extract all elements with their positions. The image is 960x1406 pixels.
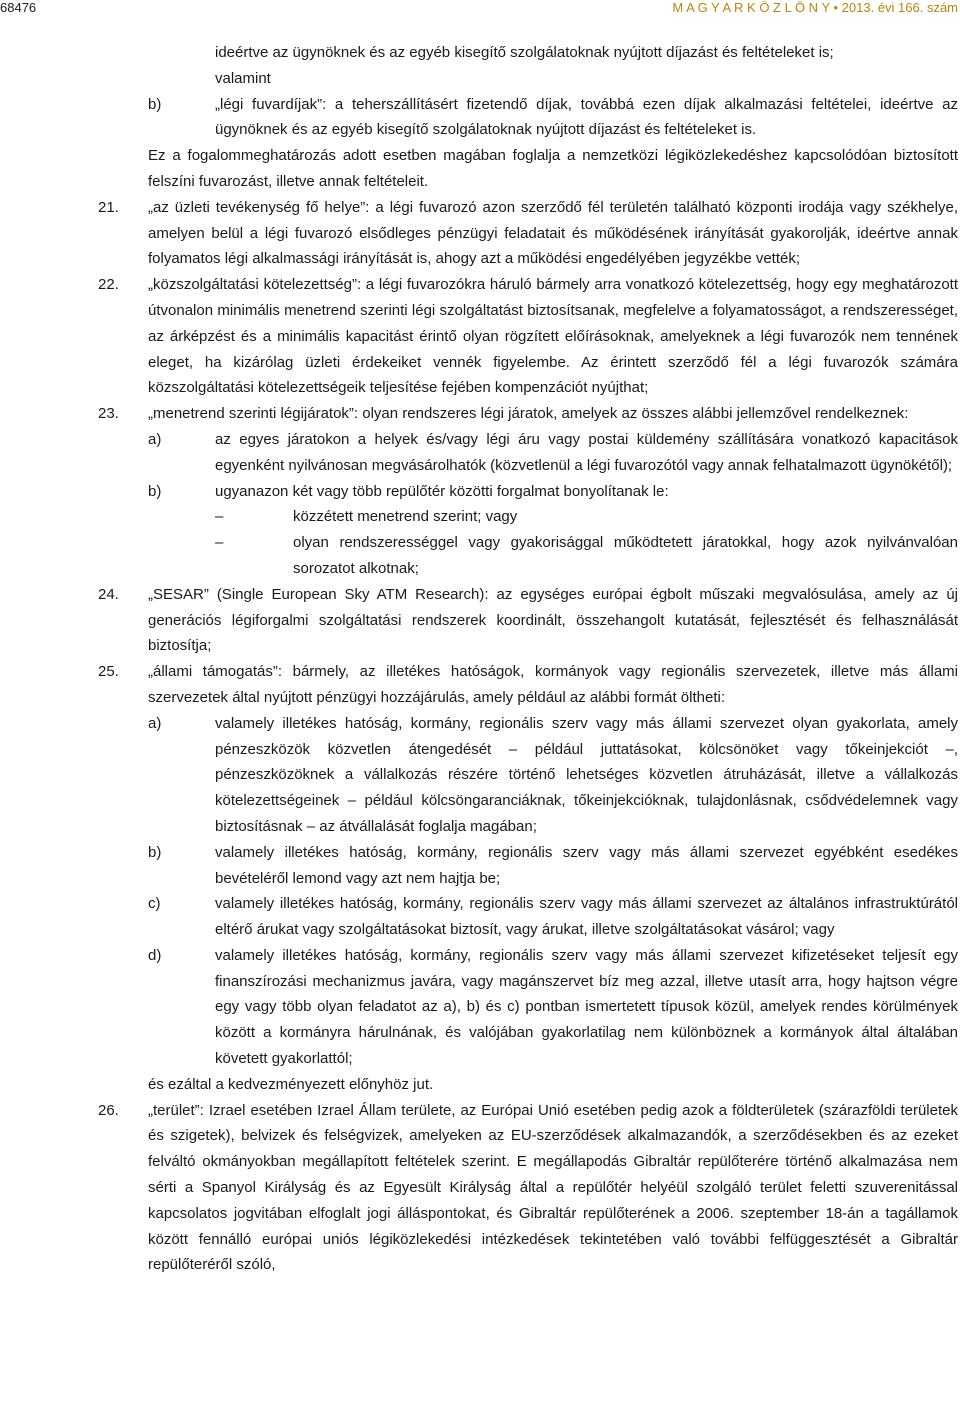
numbered-item <box>0 401 958 427</box>
page-number: 68476 <box>0 0 37 15</box>
item-number: d) <box>148 946 162 964</box>
running-head: M A G Y A R K Ö Z L Ö N Y • 2013. évi 166. szám <box>672 0 958 15</box>
item-text: ugyanazon két vagy több repülőtér közötti forgalmat bonyolítanak le: <box>215 482 669 500</box>
item-number: 22. <box>98 276 119 294</box>
item-text: „közszolgáltatási kötelezettség”: a légi fuvarozókra háruló bármely arra vonatkozó kötelezettség, hogy egy meghatározott útvonalon minimális menetrend szerinti légi szolgáltatást biztosítsanak, megfelelve a folyamatosságot, a rendszerességet, az árképzést és a minimális kapacitást érintő olyan rögzített előírásoknak, amelyeknek a légi fuvarozók nem tennének eleget, ha kizárólag üzleti érdekeiket vennék figyelembe. Az érintett szerződő fél a légi fuvarozók számára közszolgáltatási kötelezettségeik teljesítése fejében kompenzációt nyújthat; <box>148 276 958 397</box>
document-body <box>0 40 958 1278</box>
item-text: „légi fuvardíjak”: a teherszállításért fizetendő díjak, továbbá ezen díjak alkalmazási feltételei, ideértve az ügynöknek és az egyéb kisegítő szolgálatoknak nyújtott díjazást és feltételeket is. <box>215 95 958 139</box>
sub-item <box>0 92 958 144</box>
item-number: a) <box>148 430 162 448</box>
item-number: – <box>215 534 224 552</box>
item-number: 24. <box>98 585 119 603</box>
item-text: valamely illetékes hatóság, kormány, regionális szerv vagy más állami szervezet egyébként esedékes bevételéről lemond vagy azt nem hajtja be; <box>215 843 958 887</box>
item-text: valamely illetékes hatóság, kormány, regionális szerv vagy más állami szervezet kifizetéseket teljesít egy finanszírozási mechanizmus javára, vagy magánszervet bíz meg azzal, illetve utasít arra, hogy hajtson végre egy vagy több olyan feladatot az a), b) és c) pontban ismertetett típusok közül, amelyek rendes körülmények között a kormányra hárulnának, és valójában gyakorlatilag nem különböznek a kormányok által általában követett gyakorlattól; <box>215 946 958 1068</box>
item-number: 23. <box>98 405 119 423</box>
paragraph: Ez a fogalommeghatározás adott esetben magában foglalja a nemzetközi légiközlekedéshez kapcsolódóan biztosított felszíni fuvarozást, illetve annak feltételeit. <box>148 147 958 190</box>
numbered-item <box>0 659 958 711</box>
item-number: 26. <box>98 1101 119 1119</box>
numbered-item <box>0 195 958 272</box>
dash-item <box>0 504 958 530</box>
numbered-item <box>0 272 958 401</box>
item-text: valamely illetékes hatóság, kormány, regionális szerv vagy más állami szervezet az általános infrastruktúrától eltérő árukat vagy szolgáltatásokat biztosít, vagy árukat, illetve szolgáltatásokat vásárol; vagy <box>215 895 958 939</box>
item-text: valamely illetékes hatóság, kormány, regionális szerv vagy más állami szervezet olyan gyakorlata, amely pénzeszközök közvetlen átengedését – például juttatásokat, kölcsönöket vagy tőkeinjekciót –, pénzeszközöknek a vállalkozás részére történő lehetséges közvetlen átruházását, illetve a vállalkozás kötelezettségeinek – például kölcsöngaranciáknak, tőkeinjekcióknak, tulajdonlásnak, csődvédelemnek vagy biztosításnak – az átvállalását foglalja magában; <box>215 714 958 835</box>
numbered-item <box>0 582 958 659</box>
item-number: 25. <box>98 663 119 681</box>
sub-item <box>0 427 958 479</box>
item-text: „menetrend szerinti légijáratok”: olyan rendszeres légi járatok, amelyek az összes alábbi jellemzővel rendelkeznek: <box>148 405 909 423</box>
dash-item <box>0 530 958 582</box>
paragraph: ideértve az ügynöknek és az egyéb kisegítő szolgálatoknak nyújtott díjazást és feltételeket is; <box>215 44 834 61</box>
sub-item <box>0 479 958 505</box>
item-number: b) <box>148 95 162 113</box>
paragraph: valamint <box>215 69 271 87</box>
item-number: b) <box>148 482 162 500</box>
item-number: – <box>215 508 224 526</box>
item-number: c) <box>148 895 161 913</box>
item-text: olyan rendszerességgel vagy gyakorisággal működtetett járatokkal, hogy azok nyilvánvalóan sorozatot alkotnak; <box>293 534 958 577</box>
numbered-item <box>0 1098 958 1279</box>
item-number: b) <box>148 843 162 861</box>
item-text: „SESAR” (Single European Sky ATM Research): az egységes európai égbolt műszaki megvalósulása, amely az új generációs légiforgalmi szolgáltatási rendszerek koordinált, összehangolt kutatását, fejlesztését és felhasználását biztosítja; <box>148 585 958 655</box>
sub-item <box>0 840 958 892</box>
item-text: közzétett menetrend szerint; vagy <box>293 508 518 526</box>
page-header <box>0 0 960 22</box>
sub-item <box>0 943 958 1072</box>
sub-item <box>0 711 958 840</box>
item-text: „az üzleti tevékenység fő helye”: a légi fuvarozó azon szerződő fél területén található központi irodája vagy székhelye, amelyen belül a légi fuvarozó elsődleges pénzügyi feladatait és működésének irányítását gyakorolják, ideértve annak folyamatos légi alkalmassági irányítását is, ahogy azt a működési engedélyében jegyzékbe vették; <box>148 198 958 268</box>
item-number: 21. <box>98 198 119 216</box>
item-text: az egyes járatokon a helyek és/vagy légi áru vagy postai küldemény szállítására vonatkozó kapacitások egyenként nyilvánosan megvásárolhatók (közvetlenül a légi fuvarozótól vagy annak felhatalmazott ügynökétől); <box>215 430 958 474</box>
item-number: a) <box>148 714 162 732</box>
item-text: „terület”: Izrael esetében Izrael Állam területe, az Európai Unió esetében pedig azok a földterületek (szárazföldi területek és szigetek), belvizek és felségvizek, amelyeken az EU-szerződések alkalmazandók, a szerződésekben és az ezeket felváltó okmányokban megállapított feltételek szerint. E megállapodás Gibraltár repülőterére történő alkalmazása nem sérti a Spanyol Királyság és az Egyesült Királyság által a repülőtér helyéül szolgáló terület feletti szuverenitással kapcsolatos jogvitában elfoglalt jogi álláspontokat, és Gibraltár repülőterének a 2006. szeptember 18-án a tagállamok között fennálló európai uniós légiközlekedési intézkedések tekintetében való további felfüggesztését a Gibraltár repülőteréről szóló, <box>148 1101 958 1274</box>
sub-item <box>0 891 958 943</box>
paragraph: és ezáltal a kedvezményezett előnyhöz jut. <box>148 1075 434 1093</box>
item-text: „állami támogatás”: bármely, az illetékes hatóságok, kormányok vagy regionális szervezetek, illetve más állami szervezetek által nyújtott pénzügyi hozzájárulás, amely például az alábbi formát öltheti: <box>148 663 958 706</box>
